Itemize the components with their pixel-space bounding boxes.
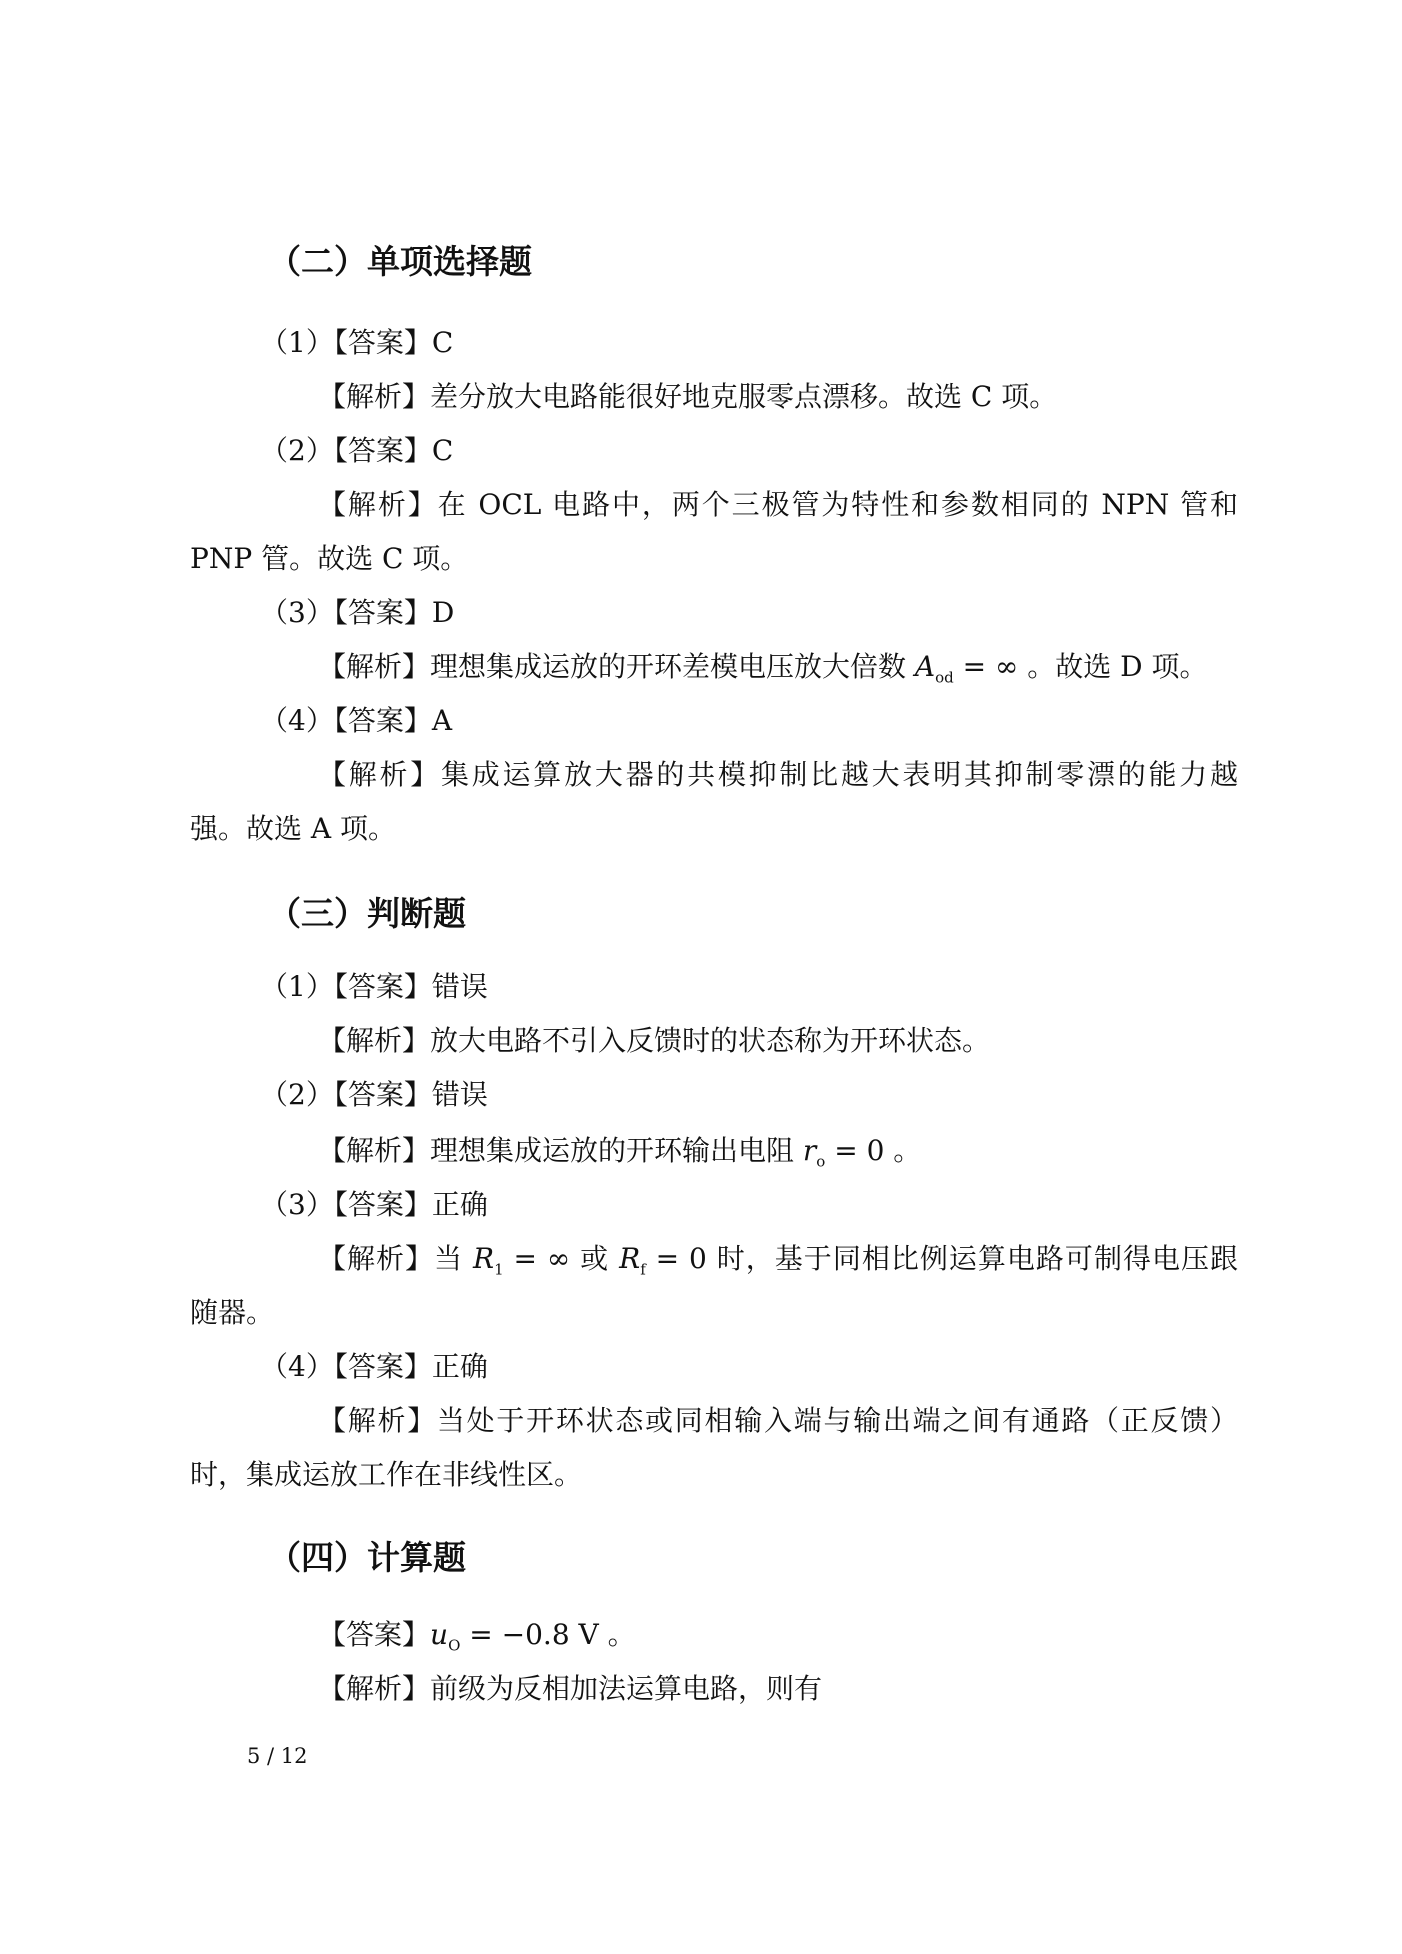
s3-q1-answer: （1）【答案】错误	[260, 970, 488, 1003]
s2-q4-explanation-line1: 【解析】集成运算放大器的共模抑制比越大表明其抑制零漂的能力越	[318, 758, 1238, 791]
symbol-Rf: R	[619, 1242, 641, 1275]
s2-q2-answer: （2）【答案】C	[260, 434, 454, 467]
subscript-o: o	[816, 1152, 826, 1171]
s3-q1-explanation: 【解析】放大电路不引入反馈时的状态称为开环状态。	[318, 1024, 991, 1057]
s4-answer-value: = −0.8 V 。	[460, 1618, 636, 1651]
page-number: 5 / 12	[247, 1744, 308, 1768]
s3-q3-exp-mid: = ∞ 或	[503, 1242, 620, 1275]
s3-q2-exp-tail: = 0 。	[825, 1134, 922, 1167]
s2-q3-answer: （3）【答案】D	[260, 596, 455, 629]
s3-q4-explanation-line2: 时，集成运放工作在非线性区。	[190, 1458, 583, 1491]
s2-q3-explanation	[318, 650, 1208, 695]
s2-q1-explanation: 【解析】差分放大电路能很好地克服零点漂移。故选 C 项。	[318, 380, 1058, 413]
s3-q3-explanation-line1	[318, 1242, 1238, 1287]
symbol-A: A	[914, 650, 936, 683]
s3-q3-answer: （3）【答案】正确	[260, 1188, 488, 1221]
s3-q3-exp-start: 【解析】当	[318, 1242, 473, 1275]
s3-q2-explanation	[318, 1134, 921, 1179]
s2-q3-exp-text: 【解析】理想集成运放的开环差模电压放大倍数	[318, 650, 915, 683]
section-heading-true-false: （三）判断题	[268, 894, 466, 933]
symbol-u: u	[430, 1618, 449, 1651]
s2-q1-answer: （1）【答案】C	[260, 326, 454, 359]
s2-q2-explanation-line2: PNP 管。故选 C 项。	[190, 542, 469, 575]
s2-q2-explanation-line1: 【解析】在 OCL 电路中，两个三极管为特性和参数相同的 NPN 管和	[318, 488, 1238, 521]
symbol-R1: R	[472, 1242, 495, 1275]
s2-q3-exp-tail: = ∞ 。故选 D 项。	[953, 650, 1208, 683]
s4-explanation: 【解析】前级为反相加法运算电路，则有	[318, 1672, 823, 1705]
s3-q2-exp-text: 【解析】理想集成运放的开环输出电阻	[318, 1134, 803, 1167]
s4-answer	[318, 1618, 636, 1663]
s3-q2-answer: （2）【答案】错误	[260, 1078, 488, 1111]
s3-q4-explanation-line1: 【解析】当处于开环状态或同相输入端与输出端之间有通路（正反馈）	[318, 1404, 1238, 1437]
s4-answer-label: 【答案】	[318, 1618, 431, 1651]
s3-q3-exp-end: = 0 时，基于同相比例运算电路可制得电压跟	[645, 1242, 1239, 1275]
s2-q4-explanation-line2: 强。故选 A 项。	[190, 812, 397, 845]
s2-q4-answer: （4）【答案】A	[260, 704, 453, 737]
symbol-r: r	[802, 1134, 817, 1167]
subscript-1: 1	[494, 1260, 504, 1279]
s3-q4-answer: （4）【答案】正确	[260, 1350, 488, 1383]
subscript-od: od	[935, 668, 954, 687]
section-heading-single-choice: （二）单项选择题	[268, 242, 532, 281]
section-heading-calculation: （四）计算题	[268, 1538, 466, 1577]
subscript-f: f	[640, 1260, 646, 1279]
subscript-O: O	[448, 1636, 461, 1655]
s3-q3-explanation-line2: 随器。	[190, 1296, 275, 1329]
